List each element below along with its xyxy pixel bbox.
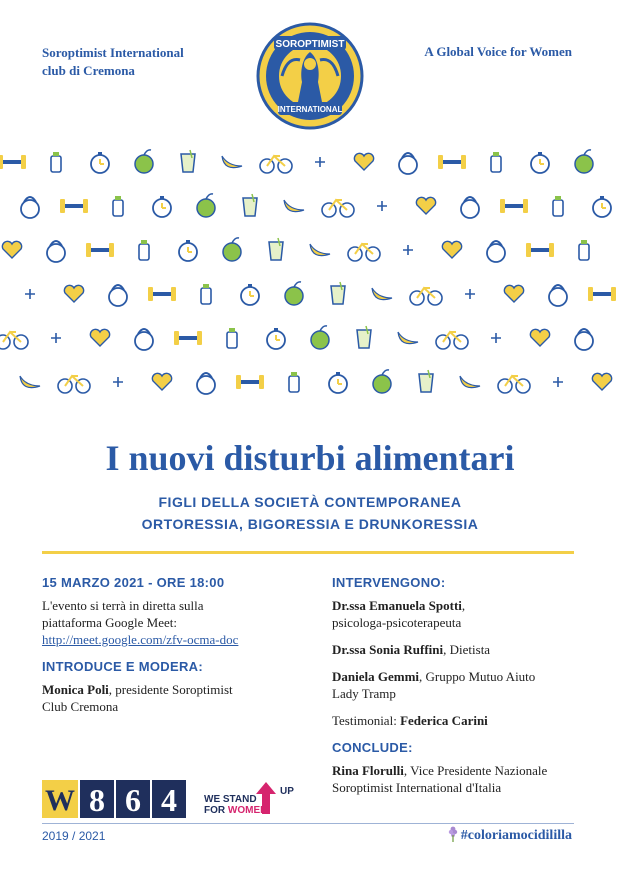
dumbbell-weight: [0, 155, 3, 169]
stopwatch-crown: [160, 196, 164, 199]
plus-icon: [113, 377, 123, 387]
moderator-name: Monica Poli: [42, 682, 109, 697]
dumbbell-weight: [109, 243, 114, 257]
dumbbell-weight: [171, 287, 176, 301]
bottle-cap: [555, 196, 561, 200]
heart-icon: [2, 241, 21, 258]
banana-icon: [372, 288, 392, 300]
kettlebell-icon: [461, 200, 479, 218]
stopwatch-crown: [274, 328, 278, 331]
kettlebell-icon: [575, 332, 593, 350]
club-name: club di Cremona: [42, 63, 135, 78]
plus-icon: [553, 377, 563, 387]
wsfw-up: UP: [280, 786, 294, 797]
dumbbell-weight: [526, 243, 531, 257]
apple-icon: [223, 243, 241, 261]
heart-icon: [504, 285, 523, 302]
hashtag-text: #coloriamocidililla: [460, 828, 572, 843]
left-column: [42, 574, 307, 725]
bottle-icon: [51, 156, 61, 172]
kettlebell-icon: [399, 156, 417, 174]
dumbbell-weight: [60, 199, 65, 213]
heart-icon: [592, 373, 611, 390]
wsfw-line-1: WE STAND: [204, 794, 257, 805]
plus-icon: [465, 289, 475, 299]
org-name: Soroptimist International: [42, 45, 184, 60]
plus-icon: [315, 157, 325, 167]
wsfw-for: FOR: [204, 805, 228, 816]
header-org: [42, 44, 222, 80]
speakers-heading: INTERVENGONO:: [332, 575, 446, 590]
kettlebell-icon: [197, 376, 215, 394]
bottle-cap: [229, 328, 235, 332]
banana-icon: [284, 200, 304, 212]
glass-icon: [331, 286, 345, 304]
apple-icon: [285, 287, 303, 305]
conclude-role: , Vice Presidente Nazionale: [403, 763, 548, 778]
soroptimist-logo: [256, 22, 364, 130]
apple-icon: [135, 155, 153, 173]
kettlebell-icon: [135, 332, 153, 350]
bike-frame: [3, 332, 21, 342]
heart-icon: [530, 329, 549, 346]
dumbbell-icon: [88, 248, 112, 252]
bike-frame: [443, 332, 461, 342]
glass-icon: [181, 154, 195, 172]
date-heading: 15 MARZO 2021 - ORE 18:00: [42, 575, 225, 590]
w864-digit-3: 4: [161, 782, 177, 818]
apple-stem: [382, 370, 389, 375]
conclude-name: Rina Florulli: [332, 763, 404, 778]
dumbbell-weight: [236, 375, 241, 389]
info-line-2: piattaforma Google Meet:: [42, 615, 178, 630]
moderator: [42, 681, 307, 715]
speaker-2-name: Dr.ssa Sonia Ruffini: [332, 642, 444, 657]
apple-icon: [197, 199, 215, 217]
bottle-icon: [227, 332, 237, 348]
dumbbell-weight: [611, 287, 616, 301]
banana-icon: [398, 332, 418, 344]
bottle-cap: [203, 284, 209, 288]
dumbbell-weight: [438, 155, 443, 169]
heart-icon: [64, 285, 83, 302]
w864-digit-2: 6: [125, 782, 141, 818]
testimonial: [332, 712, 582, 729]
dumbbell-weight: [523, 199, 528, 213]
kettlebell-icon: [487, 244, 505, 262]
footer-divider: [42, 823, 574, 824]
info-line-1: L'evento si terrà in diretta sulla: [42, 598, 204, 613]
event-info: [42, 597, 307, 648]
bottle-icon: [289, 376, 299, 392]
kettlebell-icon: [549, 288, 567, 306]
speaker-2: [332, 641, 582, 658]
stopwatch-crown: [186, 240, 190, 243]
dumbbell-icon: [238, 380, 262, 384]
speaker-3-role-2: Lady Tramp: [332, 686, 396, 701]
apple-stem: [206, 194, 213, 199]
speaker-3-role: , Gruppo Mutuo Aiuto: [419, 669, 536, 684]
kettlebell-icon: [21, 200, 39, 218]
plus-icon: [491, 333, 501, 343]
w864-digit-1: 8: [89, 782, 105, 818]
w864-logo: [42, 780, 188, 818]
bottle-cap: [115, 196, 121, 200]
dumbbell-weight: [83, 199, 88, 213]
bottle-cap: [291, 372, 297, 376]
logo-text-bottom: INTERNATIONAL: [277, 105, 343, 114]
heart-icon: [152, 373, 171, 390]
plus-icon: [25, 289, 35, 299]
bike-frame: [417, 288, 435, 298]
dumbbell-weight: [259, 375, 264, 389]
logo-text-top: SOROPTIMIST: [275, 39, 345, 50]
stopwatch-crown: [600, 196, 604, 199]
dumbbell-icon: [176, 336, 200, 340]
fitness-pattern: [0, 148, 620, 418]
speaker-1: [332, 597, 582, 631]
glass-icon: [419, 374, 433, 392]
right-column: [332, 574, 582, 806]
svg-text:FOR WOMEN!: [204, 805, 271, 816]
moderator-role-2: Club Cremona: [42, 699, 119, 714]
moderator-role: , presidente Soroptimist: [108, 682, 233, 697]
heart-icon: [90, 329, 109, 346]
dumbbell-weight: [500, 199, 505, 213]
apple-stem: [232, 238, 239, 243]
kettlebell-icon: [47, 244, 65, 262]
apple-stem: [294, 282, 301, 287]
bottle-icon: [201, 288, 211, 304]
apple-icon: [373, 375, 391, 393]
introduce-heading: INTRODUCE E MODERA:: [42, 659, 203, 674]
speaker-1-sep: ,: [461, 598, 466, 613]
conclude-speaker: [332, 762, 582, 796]
bottle-icon: [491, 156, 501, 172]
bottle-icon: [139, 244, 149, 260]
apple-stem: [320, 326, 327, 331]
dumbbell-weight: [86, 243, 91, 257]
bike-frame: [267, 156, 285, 166]
bike-icon: [0, 335, 10, 349]
banana-icon: [460, 376, 480, 388]
glass-icon: [269, 242, 283, 260]
dumbbell-weight: [148, 287, 153, 301]
glass-icon: [243, 198, 257, 216]
speaker-3-name: Daniela Gemmi: [332, 669, 420, 684]
kettlebell-icon: [109, 288, 127, 306]
tagline: A Global Voice for Women: [424, 44, 572, 59]
wsfw-women: WOMEN!: [227, 805, 271, 816]
heart-icon: [354, 153, 373, 170]
bike-frame: [65, 376, 83, 386]
banana-icon: [310, 244, 330, 256]
banana-icon: [222, 156, 242, 168]
yellow-divider: [42, 551, 574, 554]
plus-icon: [403, 245, 413, 255]
dumbbell-icon: [440, 160, 464, 164]
banana-icon: [20, 376, 40, 388]
event-title: I nuovi disturbi alimentari: [105, 438, 515, 478]
plus-icon: [51, 333, 61, 343]
speaker-2-role: , Dietista: [443, 642, 491, 657]
conclude-heading: CONCLUDE:: [332, 740, 413, 755]
bike-frame: [329, 200, 347, 210]
we-stand-up-logo: [204, 780, 308, 818]
dumbbell-weight: [461, 155, 466, 169]
meet-link[interactable]: http://meet.google.com/zfv-ocma-doc: [42, 632, 239, 647]
bike-frame: [355, 244, 373, 254]
apple-icon: [575, 155, 593, 173]
apple-icon: [311, 331, 329, 349]
testimonial-name: Federica Carini: [400, 713, 488, 728]
glass-icon: [357, 330, 371, 348]
heart-icon: [416, 197, 435, 214]
bottle-icon: [553, 200, 563, 216]
bottle-icon: [579, 244, 589, 260]
apple-stem: [144, 150, 151, 155]
speaker-1-role: psicologa-psicoterapeuta: [332, 615, 462, 630]
stopwatch-crown: [248, 284, 252, 287]
stopwatch-crown: [98, 152, 102, 155]
dumbbell-weight: [174, 331, 179, 345]
conclude-role-2: Soroptimist International d'Italia: [332, 780, 502, 795]
subtitle-line-2: ORTORESSIA, BIGORESSIA E DRUNKORESSIA: [141, 516, 479, 532]
dumbbell-weight: [588, 287, 593, 301]
dumbbell-icon: [528, 248, 552, 252]
dumbbell-weight: [549, 243, 554, 257]
plus-icon: [377, 201, 387, 211]
bike-frame: [505, 376, 523, 386]
dumbbell-icon: [150, 292, 174, 296]
event-subtitle: [0, 491, 620, 535]
dumbbell-icon: [502, 204, 526, 208]
hashtag: [448, 826, 572, 844]
bottle-icon: [113, 200, 123, 216]
bottle-cap: [581, 240, 587, 244]
apple-stem: [584, 150, 591, 155]
subtitle-line-1: FIGLI DELLA SOCIETÀ CONTEMPORANEA: [158, 494, 462, 510]
dumbbell-icon: [590, 292, 614, 296]
dumbbell-weight: [197, 331, 202, 345]
dumbbell-icon: [62, 204, 86, 208]
speaker-1-name: Dr.ssa Emanuela Spotti: [332, 598, 462, 613]
bottle-cap: [141, 240, 147, 244]
dumbbell-weight: [21, 155, 26, 169]
stopwatch-crown: [538, 152, 542, 155]
stopwatch-crown: [336, 372, 340, 375]
speaker-3: [332, 668, 582, 702]
bottle-cap: [493, 152, 499, 156]
testimonial-label: Testimonial:: [332, 713, 401, 728]
dumbbell-icon: [0, 160, 24, 164]
w864-letter: W: [45, 784, 75, 817]
heart-icon: [442, 241, 461, 258]
bottle-cap: [53, 152, 59, 156]
lilac-flower-icon: [448, 826, 458, 842]
years: 2019 / 2021: [42, 829, 106, 843]
